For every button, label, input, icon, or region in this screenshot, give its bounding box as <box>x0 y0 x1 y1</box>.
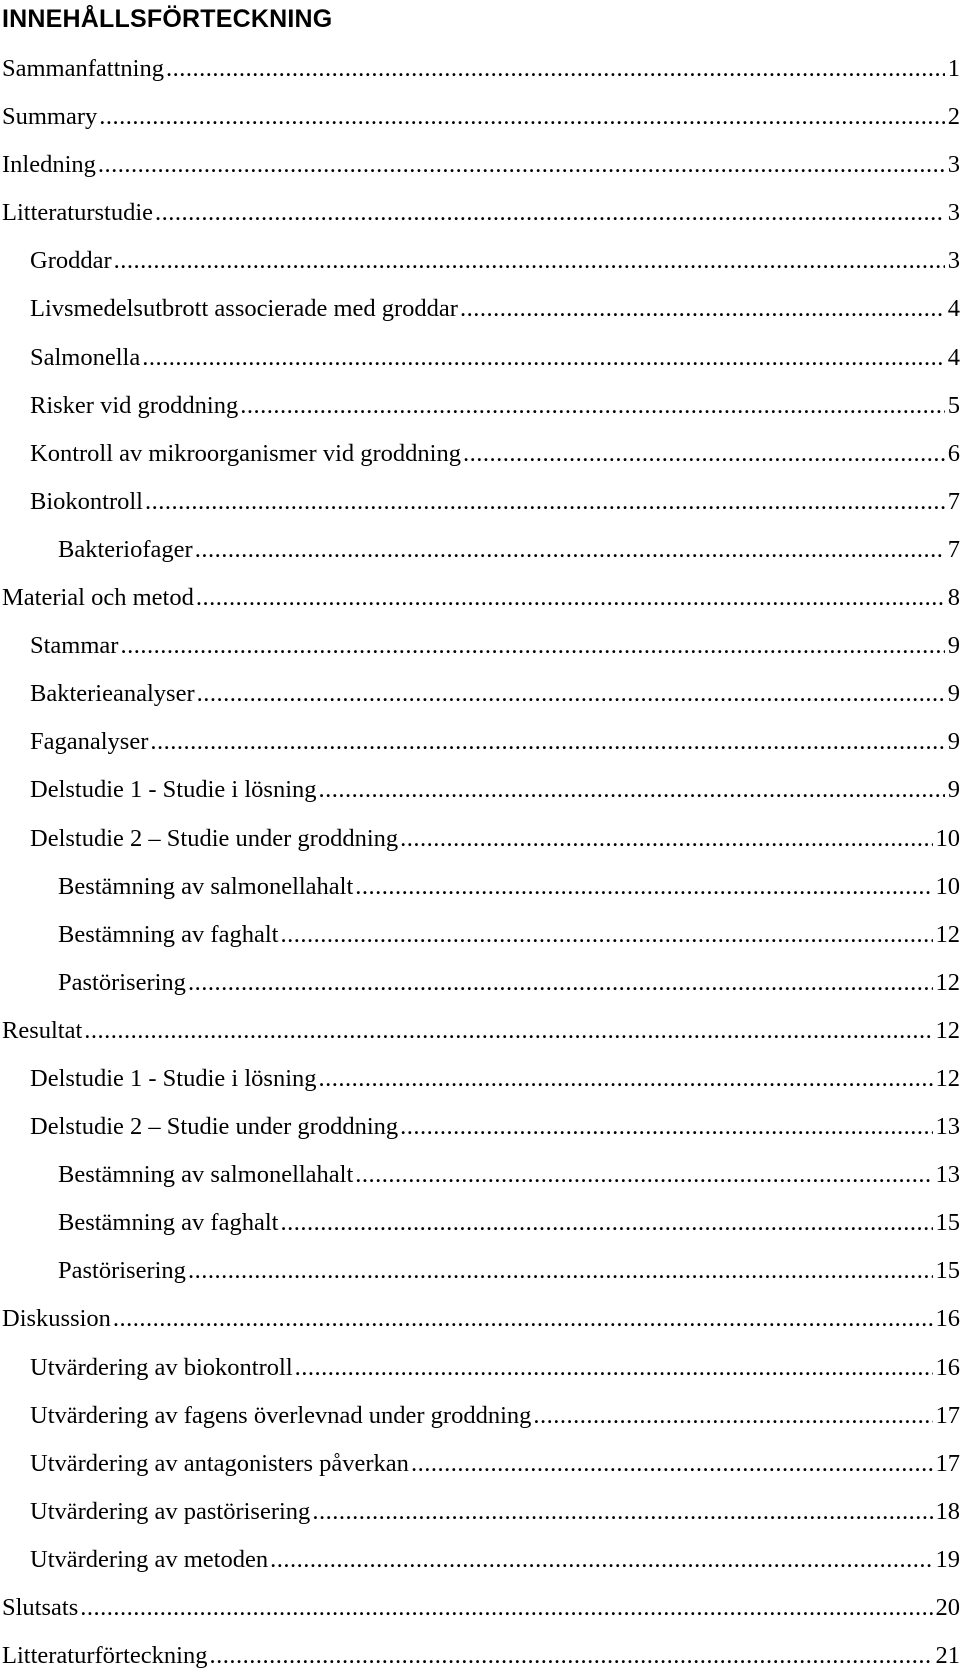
toc-entry-title: Slutsats <box>2 1584 78 1632</box>
toc-dot-leader <box>463 430 945 478</box>
toc-entry[interactable] <box>0 1392 960 1440</box>
toc-entry-page-number: 4 <box>948 285 960 333</box>
toc-dot-leader <box>84 1007 932 1055</box>
toc-entry[interactable] <box>0 1536 960 1584</box>
toc-entry[interactable] <box>0 718 960 766</box>
toc-dot-leader <box>188 959 933 1007</box>
toc-dot-leader <box>355 1151 932 1199</box>
toc-entry[interactable] <box>0 1632 960 1680</box>
toc-entry[interactable] <box>0 1247 960 1295</box>
toc-entry-page-number: 9 <box>948 670 960 718</box>
toc-entry-page-number: 12 <box>936 959 960 1007</box>
toc-entry-title: Utvärdering av biokontroll <box>30 1344 293 1392</box>
toc-entry-title: Litteraturförteckning <box>2 1632 207 1680</box>
toc-entry-title: Bakteriofager <box>58 526 193 574</box>
toc-entry[interactable] <box>0 1295 960 1343</box>
toc-dot-leader <box>195 526 945 574</box>
toc-entry[interactable] <box>0 237 960 285</box>
toc-dot-leader <box>166 45 945 93</box>
toc-entry-title: Bestämning av salmonellahalt <box>58 863 353 911</box>
toc-entry[interactable] <box>0 382 960 430</box>
toc-dot-leader <box>145 478 945 526</box>
toc-entry-title: Delstudie 2 – Studie under groddning <box>30 815 398 863</box>
toc-entry-title: Litteraturstudie <box>2 189 153 237</box>
toc-entry-title: Delstudie 2 – Studie under groddning <box>30 1103 398 1151</box>
toc-dot-leader <box>319 1055 933 1103</box>
toc-entry-title: Inledning <box>2 141 96 189</box>
toc-dot-leader <box>150 718 944 766</box>
toc-entry[interactable] <box>0 670 960 718</box>
toc-dot-leader <box>196 574 945 622</box>
toc-entry-page-number: 21 <box>936 1632 960 1680</box>
toc-entry[interactable] <box>0 189 960 237</box>
toc-entry[interactable] <box>0 863 960 911</box>
toc-dot-leader <box>400 815 932 863</box>
toc-entry-page-number: 9 <box>948 766 960 814</box>
toc-dot-leader <box>280 911 932 959</box>
toc-entry-title: Utvärdering av metoden <box>30 1536 268 1584</box>
toc-entry-page-number: 12 <box>936 1007 960 1055</box>
toc-heading: INNEHÅLLSFÖRTECKNING <box>2 2 332 36</box>
toc-entry[interactable] <box>0 141 960 189</box>
toc-dot-leader <box>295 1344 933 1392</box>
toc-dot-leader <box>280 1199 932 1247</box>
toc-dot-leader <box>155 189 945 237</box>
toc-entry-title: Sammanfattning <box>2 45 164 93</box>
toc-entry-page-number: 3 <box>948 189 960 237</box>
toc-entry-page-number: 20 <box>936 1584 960 1632</box>
toc-dot-leader <box>99 93 944 141</box>
toc-dot-leader <box>80 1584 932 1632</box>
toc-entry-title: Livsmedelsutbrott associerade med groddar <box>30 285 458 333</box>
toc-entry-page-number: 6 <box>948 430 960 478</box>
toc-dot-leader <box>197 670 945 718</box>
toc-entry[interactable] <box>0 430 960 478</box>
toc-entry[interactable] <box>0 1488 960 1536</box>
toc-dot-leader <box>319 766 945 814</box>
toc-dot-leader <box>142 334 945 382</box>
toc-entry-page-number: 10 <box>936 815 960 863</box>
toc-entry[interactable] <box>0 93 960 141</box>
toc-dot-leader <box>270 1536 932 1584</box>
toc-entry-title: Pastörisering <box>58 959 186 1007</box>
toc-entry[interactable] <box>0 1440 960 1488</box>
toc-entry-title: Utvärdering av fagens överlevnad under groddning <box>30 1392 531 1440</box>
toc-entry-title: Risker vid groddning <box>30 382 238 430</box>
toc-dot-leader <box>114 237 945 285</box>
toc-entry-title: Salmonella <box>30 334 140 382</box>
toc-entry[interactable] <box>0 1151 960 1199</box>
toc-entry[interactable] <box>0 1103 960 1151</box>
toc-entry-page-number: 12 <box>936 911 960 959</box>
toc-entry-title: Bestämning av faghalt <box>58 911 278 959</box>
toc-dot-leader <box>312 1488 932 1536</box>
toc-list <box>0 45 960 1680</box>
toc-entry-title: Faganalyser <box>30 718 148 766</box>
toc-entry-title: Stammar <box>30 622 118 670</box>
toc-entry-title: Summary <box>2 93 97 141</box>
toc-entry-title: Material och metod <box>2 574 194 622</box>
toc-dot-leader <box>209 1632 932 1680</box>
toc-dot-leader <box>188 1247 933 1295</box>
toc-entry-page-number: 3 <box>948 237 960 285</box>
toc-entry-title: Delstudie 1 - Studie i lösning <box>30 1055 317 1103</box>
toc-entry-page-number: 7 <box>948 478 960 526</box>
toc-dot-leader <box>460 285 945 333</box>
toc-entry-page-number: 18 <box>936 1488 960 1536</box>
toc-entry-page-number: 9 <box>948 622 960 670</box>
toc-entry-page-number: 9 <box>948 718 960 766</box>
toc-dot-leader <box>120 622 944 670</box>
toc-entry[interactable] <box>0 334 960 382</box>
toc-entry-title: Diskussion <box>2 1295 111 1343</box>
toc-entry-title: Bestämning av salmonellahalt <box>58 1151 353 1199</box>
toc-entry-page-number: 19 <box>936 1536 960 1584</box>
toc-entry-page-number: 12 <box>936 1055 960 1103</box>
toc-entry-title: Bakterieanalyser <box>30 670 195 718</box>
toc-entry-page-number: 10 <box>936 863 960 911</box>
toc-entry[interactable] <box>0 911 960 959</box>
toc-entry[interactable] <box>0 526 960 574</box>
toc-entry[interactable] <box>0 45 960 93</box>
toc-entry-page-number: 5 <box>948 382 960 430</box>
toc-entry-title: Pastörisering <box>58 1247 186 1295</box>
toc-entry-page-number: 16 <box>936 1344 960 1392</box>
toc-entry-page-number: 4 <box>948 334 960 382</box>
toc-dot-leader <box>98 141 945 189</box>
toc-dot-leader <box>533 1392 932 1440</box>
toc-entry[interactable] <box>0 959 960 1007</box>
toc-entry-title: Bestämning av faghalt <box>58 1199 278 1247</box>
toc-entry-page-number: 13 <box>936 1103 960 1151</box>
toc-entry-page-number: 7 <box>948 526 960 574</box>
toc-entry[interactable] <box>0 574 960 622</box>
toc-entry-page-number: 15 <box>936 1247 960 1295</box>
toc-entry-page-number: 2 <box>948 93 960 141</box>
toc-entry[interactable] <box>0 478 960 526</box>
toc-entry-page-number: 3 <box>948 141 960 189</box>
toc-entry-title: Biokontroll <box>30 478 143 526</box>
toc-entry-page-number: 16 <box>936 1295 960 1343</box>
toc-entry-title: Groddar <box>30 237 112 285</box>
toc-dot-leader <box>411 1440 933 1488</box>
toc-entry-page-number: 13 <box>936 1151 960 1199</box>
toc-entry-page-number: 8 <box>948 574 960 622</box>
toc-entry-title: Delstudie 1 - Studie i lösning <box>30 766 317 814</box>
toc-entry-page-number: 17 <box>936 1392 960 1440</box>
toc-entry-page-number: 1 <box>948 45 960 93</box>
toc-dot-leader <box>240 382 945 430</box>
toc-dot-leader <box>113 1295 933 1343</box>
toc-entry-title: Utvärdering av pastörisering <box>30 1488 310 1536</box>
toc-entry[interactable] <box>0 1584 960 1632</box>
toc-entry-page-number: 17 <box>936 1440 960 1488</box>
toc-entry[interactable] <box>0 815 960 863</box>
toc-dot-leader <box>355 863 932 911</box>
toc-entry[interactable] <box>0 1055 960 1103</box>
toc-entry-title: Utvärdering av antagonisters påverkan <box>30 1440 409 1488</box>
toc-entry[interactable] <box>0 1344 960 1392</box>
toc-entry[interactable] <box>0 285 960 333</box>
toc-entry-page-number: 15 <box>936 1199 960 1247</box>
toc-entry-title: Kontroll av mikroorganismer vid groddning <box>30 430 461 478</box>
toc-entry[interactable] <box>0 1199 960 1247</box>
toc-entry[interactable] <box>0 1007 960 1055</box>
toc-dot-leader <box>400 1103 932 1151</box>
toc-entry[interactable] <box>0 766 960 814</box>
toc-entry[interactable] <box>0 622 960 670</box>
toc-entry-title: Resultat <box>2 1007 82 1055</box>
